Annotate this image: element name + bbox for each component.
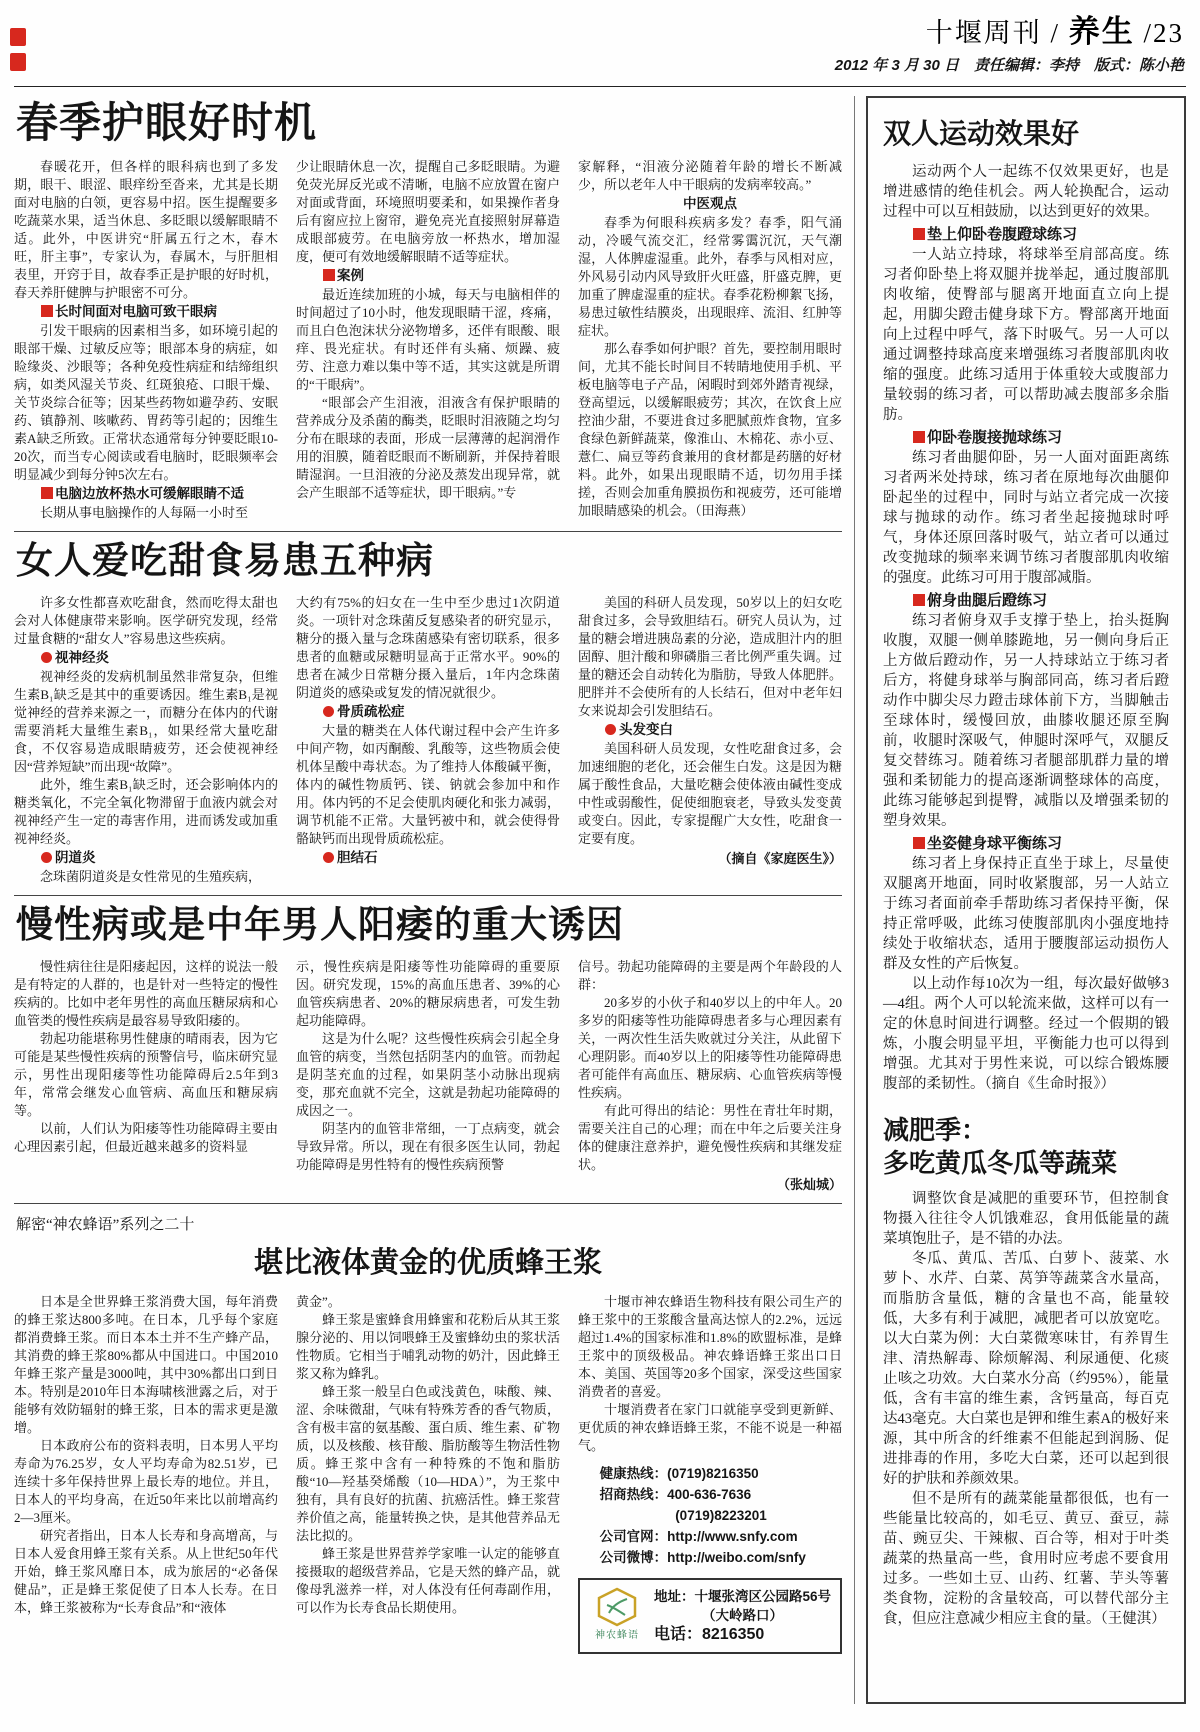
subhead: [14, 849, 278, 867]
hotline-health: 健康热线：(0719)8216350: [599, 1465, 759, 1481]
subhead-label: 电脑边放杯热水可缓解眼睛不适: [55, 486, 244, 502]
subhead: [14, 485, 278, 503]
red-dot-icon: [41, 852, 52, 863]
address-box: [578, 1578, 842, 1654]
red-square-icon: [913, 837, 925, 849]
paragraph: 日本政府公布的资料表明，日本男人平均寿命为76.25岁，女人平均寿命为82.51岁，已连续十多年保持世界上最长寿的地位。并且，日本人的平均身高，在近50年来比以前增高约2—3厘米。: [14, 1437, 278, 1525]
article-column: [296, 158, 560, 522]
red-square-icon: [41, 487, 53, 499]
subhead: [296, 267, 560, 285]
article-divider: [14, 895, 842, 896]
article-title: 女人爱吃甜食易患五种病: [16, 540, 434, 582]
subhead-label: 胆结石: [337, 849, 378, 865]
paragraph: 许多女性都喜欢吃甜食，然而吃得太甜也会对人体健康带来影响。医学研究发现，经常过量食糖的“甜女人”容易患这些疾病。: [14, 594, 278, 646]
address-line1: 地址：十堰张湾区公园路56号: [654, 1589, 832, 1605]
masthead: [835, 6, 1184, 75]
red-square-icon: [323, 269, 335, 281]
subhead-label: 案例: [337, 268, 364, 284]
red-dot-icon: [323, 852, 334, 863]
article-column: [296, 594, 560, 886]
article-sweets-diseases: [14, 541, 842, 886]
title-line1: 减肥季：: [883, 1115, 988, 1145]
paragraph: 视神经炎的发病机制虽然非常复杂，但维生素B₁缺乏是其中的重要诱因。维生素B₁是视觉神经的营养来源之一，而糖分在体内的代谢需要消耗大量维生素B₁，如果经常大量吃甜食，不仅容易造成眼睛疲劳，还会使视神经因“营养短缺”而出现“故障”。: [14, 668, 278, 774]
paragraph: 有此可得出的结论：男性在青壮年时期，需要关注自己的心理；而在中年之后要关注身体的健康注意养护，避免慢性疾病和其继发症状。: [578, 1102, 842, 1172]
subhead: [883, 589, 1169, 610]
subhead-label: 俯身曲腿后蹬练习: [927, 592, 1048, 609]
logo-text: 神农蜂语: [595, 1629, 639, 1641]
paragraph: 十堰市神农蜂语生物科技有限公司生产的蜂王浆中的王浆酸含量高达惊人的2.2%，远远超过1.4%的国家标准和1.8%的欧盟标准，是蜂王浆中的顶级极品。神农蜂语蜂王浆出口日本、美国、英国等20多个国家，深受这些国家消费者的喜爱。: [578, 1293, 842, 1399]
corner-marks: [10, 28, 26, 71]
paragraph: 调整饮食是减肥的重要环节，但控制食物摄入往往令人饥饿难忍，食用低能量的蔬菜填饱肚子，是不错的办法。: [883, 1191, 1169, 1247]
article-column: [14, 158, 278, 522]
snfy-logo: [588, 1587, 646, 1645]
subhead: 中医观点: [683, 196, 737, 212]
paragraph: 蜂王浆一般呈白色或浅黄色，味酸、辣、涩、余味微甜，气味有特殊芳香的香气物质，含有极丰富的氨基酸、蛋白质、维生素、矿物质，以及核酸、核苷酸、脂肪酸等生物活性物质。蜂王浆中含有一种特殊的不饱和脂肪酸“10—羟基癸烯酸（10—HDA）”，为王浆中独有，具有良好的抗菌、抗癌活性。蜂王浆营养价值之高，能量转换之快，是其他营养品无法比拟的。: [296, 1383, 560, 1543]
subhead-label: 仰卧卷腹接抛球练习: [927, 429, 1063, 446]
article-divider: [14, 531, 842, 532]
red-square-icon: [913, 228, 925, 240]
paragraph: 勃起功能堪称男性健康的晴雨表，因为它可能是某些慢性疾病的预警信号，临床研究显示，男性出现阳痿等性功能障碍后2.5年到3年，常常会继发心血管病、高血压和糖尿病等。: [14, 1030, 278, 1118]
article-title: 双人运动效果好: [883, 118, 1080, 149]
masthead-separator: /: [1050, 18, 1060, 48]
red-mark-icon: [10, 28, 26, 46]
company-weibo: 公司微博：http://weibo.com/snfy: [599, 1549, 806, 1565]
subhead: [883, 832, 1169, 853]
paragraph: 冬瓜、黄瓜、苦瓜、白萝卜、菠菜、水萝卜、水芹、白菜、莴笋等蔬菜含水量高，而脂肪含量低，糖的含量也不高，能量较低，大多有利于减肥，减肥者可以放宽吃。以大白菜为例：大白菜微寒味甘，有养胃生津、清热解毒、除烦解渴、利尿通便、化痰止咳之功效。大白菜水分高（约95%），能量低，含有丰富的维生素，含钙量高，每百克达43毫克。大白菜也是钾和维生素A的极好来源，其中所含的纤维素不但能起到润肠、促进排毒的作用，多吃大白菜，还可以起到很好的护肤和养颜效果。: [883, 1251, 1169, 1487]
paragraph: 那么春季如何护眼？首先，要控制用眼时间，尤其不能长时间目不转睛地使用手机、平板电脑等电子产品，闲暇时到郊外踏青视绿，登高望远，以缓解眼疲劳；其次，在饮食上应控油少甜，不要进食过多肥腻煎炸食物，宜多食绿色新鲜蔬菜，像淮山、木棉花、赤小豆、薏仁、扁豆等药食兼用的食材都是药膳的好材料。此外，如果出现眼睛不适，切勿用手揉搓，否则会加重角膜损伤和视疲劳，还可能增加眼睛感染的机会。（田海燕）: [578, 341, 842, 519]
article-chronic-disease: [14, 905, 842, 1194]
hotline-business: 招商热线：400-636-7636: [599, 1486, 752, 1502]
paragraph: 美国的科研人员发现，50岁以上的妇女吃甜食过多，会导致胆结石。研究人员认为，过量的糖会增进胰岛素的分泌，造成胆汁内的胆固醇、胆汁酸和卵磷脂三者比例严重失调。过量的糖还会自动转化为脂肪，导致人体肥胖。肥胖并不会使所有的人长结石，但对中老年妇女来说却会引发胆结石。: [578, 594, 842, 718]
red-dot-icon: [605, 724, 616, 735]
paper-name: 十堰周刊: [925, 18, 1042, 48]
subhead: [296, 703, 560, 721]
paragraph: 春暖花开，但各样的眼科病也到了多发期，眼干、眼涩、眼痒纷至沓来，尤其是长期面对电脑的白领，更容易中招。医生提醒要多吃蔬菜水果，适当休息、多眨眼以缓解眼睛不适。此外，中医讲究“肝属五行之木，春木旺，肝主事”，专家认为，春属木，与肝胆相表里，开窍于目，故春季正是护眼的好时机，春天养肝健脾与护眼密不可分。: [14, 159, 278, 301]
subhead: [883, 426, 1169, 447]
subhead: [578, 721, 842, 739]
subhead: [883, 223, 1169, 244]
paragraph: 此外，维生素B₁缺乏时，还会影响体内的糖类氧化，不完全氧化物滞留于血液内就会对视神经产生一定的毒害作用，进而诱发或加重视神经炎。: [14, 776, 278, 846]
article-title: 慢性病或是中年男人阳痿的重大诱因: [16, 903, 624, 945]
article-column: [578, 1293, 842, 1654]
article-column: [14, 594, 278, 886]
paragraph: 美国科研人员发现，女性吃甜食过多，会加速细胞的老化，还会催生白发。这是因为糖属于酸性食品，大量吃糖会使体液由碱性变成中性或弱酸性，促使细胞衰老，导致头发变黄或变白。因此，专家提醒广大女性，吃甜食一定要有度。: [578, 740, 842, 846]
page-header: [14, 0, 1186, 87]
company-website: 公司官网：http://www.snfy.com: [599, 1528, 798, 1544]
article-column: [578, 158, 842, 522]
paragraph: 慢性病往往是阳痿起因，这样的说法一般是有特定的人群的，也是针对一些特定的慢性疾病的。比如中老年男性的高血压糖尿病和心血管类的慢性疾病是最容易导致阳痿的。: [14, 958, 278, 1028]
paragraph: 引发干眼病的因素相当多，如环境引起的眼部干燥、过敏反应等；眼部本身的病症，如睑缘炎、沙眼等；各种免疫性病症和结缔组织病，如类风湿关节炎、红斑狼疮、口眼干燥、关节炎综合征等；因某些药物如避孕药、安眠药、镇静剂、咳嗽药、胃药等引起的；因维生素A缺乏所致。正常状态通常每分钟要眨眼10-20次，而当专心阅读或看电脑时，眨眼频率会明显减少到每分钟5次左右。: [14, 323, 278, 483]
masthead-title: [835, 6, 1184, 51]
article-credit: （摘自《家庭医生》）: [718, 850, 842, 866]
red-square-icon: [913, 594, 925, 606]
subhead-label: 阴道炎: [55, 849, 96, 865]
hotline-business-2: (0719)8223201: [675, 1507, 767, 1523]
article-spring-eye-care: [14, 100, 842, 522]
paragraph: 日本是全世界蜂王浆消费大国，每年消费的蜂王浆达800多吨。在日本，几乎每个家庭都消费蜂王浆。而日本本土并不生产蜂产品，其消费的蜂王浆80%都从中国进口。中国2010年蜂王浆产量是3000吨，其中30%都出口到日本。特别是2010年日本海啸核泄露之后，对于能够有效防辐射的蜂王浆，日本的需求更是激增。: [14, 1293, 278, 1435]
contact-block: [578, 1463, 842, 1568]
series-kicker: 解密“神农蜂语”系列之二十: [16, 1216, 195, 1233]
paragraph: 大约有75%的妇女在一生中至少患过1次阴道炎。一项针对念珠菌反复感染者的研究显示，糖分的摄入量与念珠菌感染有密切联系，很多患者的血糖或尿糖明显高于正常水平。90%的患者在减少日常糖分摄入量后，1年内念珠菌阴道炎的感染或复发的情况就很少。: [296, 594, 560, 700]
red-dot-icon: [41, 652, 52, 663]
address-line2: （大岭路口）: [702, 1608, 784, 1624]
subhead-label: 长时间面对电脑可致干眼病: [55, 304, 217, 320]
paragraph: 家解释，“泪液分泌随着年龄的增长不断减少，所以老年人中干眼病的发病率较高。”: [578, 159, 842, 193]
paragraph: 蜂王浆是世界营养学家唯一认定的能够直接摄取的超级营养品，它是天然的蜂产品，就像母乳滋养一样，对人体没有任何毒副作用，可以作为长寿食品长期使用。: [296, 1545, 560, 1615]
article-byline: （张灿城）: [776, 1176, 842, 1192]
paragraph: 长期从事电脑操作的人每隔一小时至: [40, 505, 249, 521]
article-title: 堪比液体黄金的优质蜂王浆: [253, 1246, 602, 1279]
paragraph: 运动两个人一起练不仅效果更好，也是增进感情的绝佳机会。两人轮换配合，运动过程中可以互相鼓励，以达到更好的效果。: [883, 164, 1169, 220]
paragraph: 20多岁的小伙子和40岁以上的中年人。20多岁的阳痿等性功能障碍患者多与心理因素有关，一两次性生活失败就过分关注，从此留下心理阴影。而40岁以上的阳痿等性功能障碍患者可能伴有高血压、糖尿病、心血管疾病等慢性疾病。: [578, 994, 842, 1100]
subhead-label: 坐姿健身球平衡练习: [927, 835, 1063, 852]
paragraph: 念珠菌阴道炎是女性常见的生殖疾病，: [40, 868, 262, 884]
article-column: [14, 1293, 278, 1654]
subhead-label: 头发变白: [619, 721, 673, 737]
title-line2: 多吃黄瓜冬瓜等蔬菜: [883, 1147, 1118, 1178]
paragraph: 十堰消费者在家门口就能享受到更新鲜、更优质的神农蜂语蜂王浆，不能不说是一种福气。: [578, 1401, 842, 1453]
paragraph: 研究者指出，日本人长寿和身高增高，与日本人爱食用蜂王浆有关系。从上世纪50年代开始，蜂王浆风靡日本，成为旅居的“必备保健品”，正是蜂王浆促使了日本人长寿。在日本，蜂王浆被称为“长寿食品”和“液体: [14, 1527, 278, 1615]
paragraph: 练习者曲腿仰卧，另一人面对面距离练习者两米处持球，练习者在原地每次曲腿仰卧起坐的过程中，同时与站立者完成一次接球与抛球的动作。练习者坐起接抛球时呼气，身体还原回落时吸气，站立者可以通过改变抛球的频率来调节练习者腹部肌肉收缩的强度。此练习可用于腹部减脂。: [883, 450, 1169, 586]
paragraph: 阴茎内的血管非常细，一丁点病变，就会导致异常。所以，现在有很多医生认同，勃起功能障碍是男性特有的慢性疾病预警: [296, 1120, 560, 1172]
address-text: [654, 1587, 831, 1644]
article-column: [14, 958, 278, 1194]
paragraph: 蜂王浆是蜜蜂食用蜂蜜和花粉后从其王浆腺分泌的、用以饲喂蜂王及蜜蜂幼虫的浆状活性物质。它相当于哺乳动物的奶汁，因此蜂王浆又称为蜂乳。: [296, 1311, 560, 1381]
paragraph: 练习者上身保持正直坐于球上，尽量使双腿离开地面，同时收紧腹部，另一人站立于练习者面前牵手帮助练习者保持平衡，保持正常呼吸，此练习使腹部肌肉小强度地持续处于收缩状态，适用于腰腹部运动损伤人群及女性的产后恢复。: [883, 856, 1169, 972]
paragraph: 春季为何眼科疾病多发？春季，阳气涌动，冷暖气流交汇，经常雾霭沉沉，天气潮湿，人体脾虚湿重。此外，春季与风相对应，外风易引动内风导致肝火旺盛，肝盛克脾，更加重了脾虚湿重的症状。春季花粉柳絮飞扬，易患过敏性结膜炎，出现眼痒、流泪、红肿等症状。: [578, 215, 842, 339]
dateline: 2012 年 3 月 30 日 责任编辑：李持 版式：陈小艳: [834, 57, 1184, 74]
section-name: 养生: [1068, 14, 1135, 49]
sidebar-article-diet-vegetables: [883, 1114, 1169, 1629]
subhead: [296, 849, 560, 867]
paragraph: 这是为什么呢？这些慢性疾病会引起全身血管的病变，当然包括阴茎内的血管。而勃起是阴茎充血的过程，如果阴茎小动脉出现病变，那充血就不完全，这就是勃起功能障碍的成因之一。: [296, 1030, 560, 1118]
red-mark-icon: [10, 53, 26, 71]
paragraph: 一人站立持球，将球举至肩部高度。练习者仰卧垫上将双腿并拢举起，通过腹部肌肉收缩，使臀部与腿离开地面直立向上提起，用脚尖蹬击健身球下方。臀部离开地面向上过程中呼气，落下时吸气。另一人可以通过调整持球高度来增强练习者腹部肌肉收缩的强度。此练习适用于体重较大或腹部力量较弱的练习者，可以帮助减去腹部多余脂肪。: [883, 247, 1169, 423]
page-number: /23: [1143, 18, 1184, 48]
subhead-label: 垫上仰卧卷腹蹬球练习: [927, 226, 1078, 243]
paragraph: 以前，人们认为阳痿等性功能障碍主要由心理因素引起，但最近越来越多的资料显: [14, 1120, 278, 1154]
paragraph: 大量的糖类在人体代谢过程中会产生许多中间产物，如丙酮酸、乳酸等，这些物质会使机体呈酸中毒状态。为了维持人体酸碱平衡，体内的碱性物质钙、镁、钠就会参加中和作用。体内钙的不足会使肌肉硬化和张力减弱，调节机能不正常。大量钙被中和，就会使得骨骼缺钙而出现骨质疏松症。: [296, 722, 560, 846]
article-royal-jelly: [14, 1213, 842, 1654]
paragraph: 以上动作每10次为一组，每次最好做够3—4组。两个人可以轮流来做，这样可以有一定的休息时间进行调整。经过一个假期的锻炼，小腹会明显平坦，平衡能力也可以得到增强。尤其对于男性来说，可以综合锻炼腰腹部的柔韧性。（摘自《生命时报》）: [883, 976, 1169, 1092]
paragraph: “眼部会产生泪液，泪液含有保护眼睛的营养成分及杀菌的酶类，眨眼时泪液随之均匀分布在眼球的表面，形成一层薄薄的起润滑作用的泪膜，随着眨眼而不断刷新，并保持着眼睛湿润。一旦泪液的分泌及蒸发出现异常，就会产生眼部不适等症状，即干眼病。”专: [296, 395, 560, 501]
article-divider: [14, 1203, 842, 1204]
paragraph: 信号。勃起功能障碍的主要是两个年龄段的人群：: [578, 958, 842, 992]
sidebar-article-partner-exercise: [883, 112, 1169, 1094]
main-column-area: [14, 96, 855, 1704]
article-column: [578, 958, 842, 1194]
content-area: [14, 96, 1186, 1704]
hexagon-bee-icon: [595, 1587, 639, 1627]
article-column: [296, 958, 560, 1194]
paragraph: 最近连续加班的小城，每天与电脑相伴的时间超过了10小时，他发现眼睛干涩，疼痛，而且白色泡沫状分泌物增多，还伴有眼酸、眼痒、畏光症状。有时还伴有头痛、烦躁、疲劳、注意力难以集中等不适，其实这就是所谓的“干眼病”。: [296, 287, 560, 393]
paragraph: 示，慢性疾病是阳痿等性功能障碍的重要原因。研究发现，15%的高血压患者、39%的心血管疾病患者、20%的糖尿病患者，可发生勃起功能障碍。: [296, 958, 560, 1028]
sidebar-box: [866, 96, 1186, 1704]
subhead-label: 骨质疏松症: [337, 703, 405, 719]
article-title: 春季护眼好时机: [16, 99, 318, 146]
article-column: [578, 594, 842, 886]
subhead: [14, 303, 278, 321]
red-square-icon: [41, 305, 53, 317]
article-column: [296, 1293, 560, 1654]
paragraph: 但不是所有的蔬菜能量都很低，也有一些能量比较高的，如毛豆、黄豆、蚕豆，蒜苗、豌豆尖、干辣椒、百合等，相对于叶类蔬菜的热量高一些，食用时应考虑不要食用过多。一些如土豆、山药、红薯、芋头等薯类食物，淀粉的含量较高，可以替代部分主食，但应注意减少相应主食的量。（王健淇）: [883, 1491, 1169, 1627]
article-title: [883, 1114, 1169, 1179]
phone-line: 电话：8216350: [654, 1626, 765, 1644]
red-dot-icon: [323, 706, 334, 717]
paragraph: 练习者俯身双手支撑于垫上，抬头挺胸收腹，双腿一侧单膝跪地，另一侧向身后正上方做后蹬动作，另一人持球站立于练习者后方，将健身球举与胸部同高，练习者后蹬动作中脚尖尽力蹬击球体前下方，当脚触击至球体时，缓慢回放，曲膝收腿还原至胸前，收腿时深吸气，伸腿时深呼气，双腿反复交替练习。随着练习者腿部肌群力量的增强和柔韧能力的提高逐渐调整球体的高度，此练习能够起到提臀，减脂以及增强柔韧的塑身效果。: [883, 613, 1169, 829]
red-square-icon: [913, 431, 925, 443]
sidebar: [866, 96, 1186, 1704]
paragraph: 少让眼睛休息一次，提醒自己多眨眼睛。为避免荧光屏反光或不清晰，电脑不应放置在窗户对面或背面，环境照明要柔和，如果操作者身后有窗应拉上窗帘，避免亮光直接照射屏幕造成眼部疲劳。在电脑旁放一杯热水，增加湿度，便可有效地缓解眼睛不适等症状。: [296, 159, 560, 265]
paragraph: 黄金”。: [296, 1293, 341, 1309]
subhead-label: 视神经炎: [55, 649, 109, 665]
subhead: [14, 649, 278, 667]
